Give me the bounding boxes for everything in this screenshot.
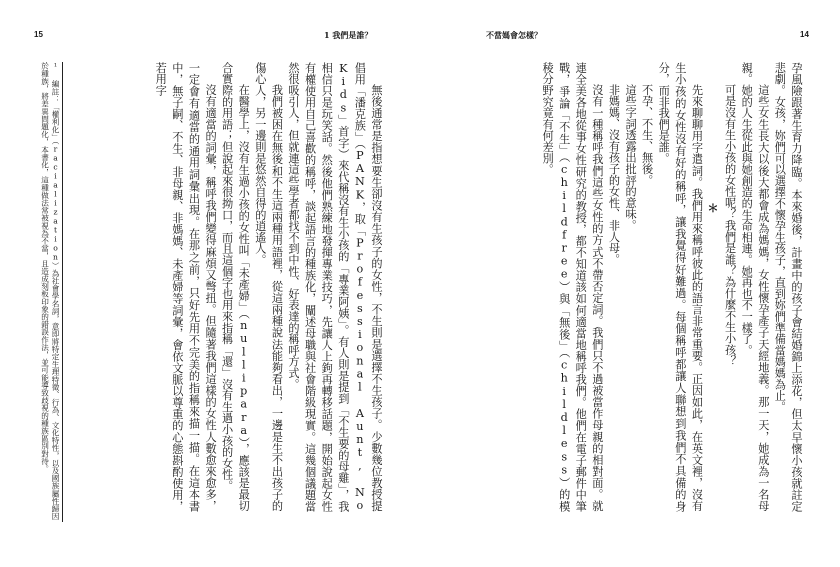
paragraph: 不孕、不生、無後。 [640,84,654,187]
paragraph: 在醫學上，沒有生過小孩的女性叫「未產婦」（nullipara），應該是最切合實際的用語；但說起來很拗口，而且這個字也用來指稱「還」沒有生過小孩的女性。 [220,62,251,512]
right-body-text [484,62,804,512]
paragraph: 先來聊聊用字遣詞。我們用來稱呼彼此的語言非常重要。正因如此，在英文裡，沒有生小孩的女性沒有好的稱呼，讓我覺得好難過。每個稱呼都讓人聯想到我們不具備的身分，而非我們是誰。 [657,62,704,512]
section-separator: ＊ [706,202,721,214]
paragraph: 我們被困在無後和不生這兩種用語裡，從這兩種說法能夠看出，一邊是生不出孩子的傷心人，另一邊則是悠然自得的逍遙人。 [253,62,284,512]
running-head-left: 1 我們是誰？ [324,30,373,40]
left-body-text [76,62,384,512]
right-page [420,0,840,567]
paragraph: 孕風險跟著生育力降臨。本來婚後，計畫中的孩子會結婚錦上添花，但太早懷小孩就註定悲劇。女孩，妳們可以選擇不懷孕生孩子，直到妳們準備當媽媽為止。 [773,62,803,512]
paragraph: 這些字詞透露出批評的意味。 [624,84,638,232]
page-number-left: 15 [34,30,43,39]
paragraph: 這些女生長大以後大都會成為媽媽，女性懷孕產子天經地義。那一天，她成為一名母親。她的人生從此與她創造的生命相連。她再也不一樣了。 [740,62,770,512]
paragraph: 沒有適當的詞彙，稱呼我們變得麻煩又彆扭。但隨著我們這樣的女性人數愈來愈多，一定會有適當的通用詞彙出現。在那之前，只好先用不完美的指稱來描一描。在這本書中，無子嗣、不生、非母親、非媽媽、未產婦等詞彙，會依文脈以尊重的心態斟酌使用，若用字 [154,62,218,512]
paragraph: 非媽媽、沒有孩子的女性、非人母。 [607,84,621,266]
footnote: ¹ 編註：「權利化」（racialization）為社會學名詞，意即將特定生理特徵、行為、文化特性，以及國族屬性歸因於種族，將差異問題化，本書化，這種做法常被視為不當，且造成刻板印象的錯誤作法，並可能導致歧視的種族區別對待。 [40,62,60,520]
paragraph: 可是沒有生小孩的女性呢？我們是誰？為什麼不生小孩？ [723,84,737,367]
running-head-right: 不當媽會怎樣？ [486,30,542,40]
paragraph: 無後通常是指想要生卻沒有生孩子的女性，不生則是選擇不生孩子。少數幾位教授提倡用「潘克族」（PANK，取「Professional Aunt, No Kids」首字）來代稱沒有生小孩的「專業阿姨」。有人則是提到「不生要的母雞」，我相信只是玩笑話。然後他們熟練地發揮專業技巧，先讓人上鉤再轉移話題，開始說起女性有權使用自己喜歡的稱呼，談起語言的種族化，闡述母職與社會階級現實。這幾個議題當然很吸引人，但就連這些學者都找不到中性、好表達的稱呼方式。 [287,62,383,512]
footnote-divider [62,62,63,522]
paragraph: 沒有一種稱呼我們這些女性的方式不帶否定詞。我們只不過被當作母親的相對面。就連全美各地從事女性研究的教授，都不知道該如何適當地稱呼我們。他們在電子郵件中筆戰，爭論「不生」（childfree）與「無後」（childless）的模稜分野究竟有何差別。 [541,62,604,512]
page-number-right: 14 [800,30,809,39]
